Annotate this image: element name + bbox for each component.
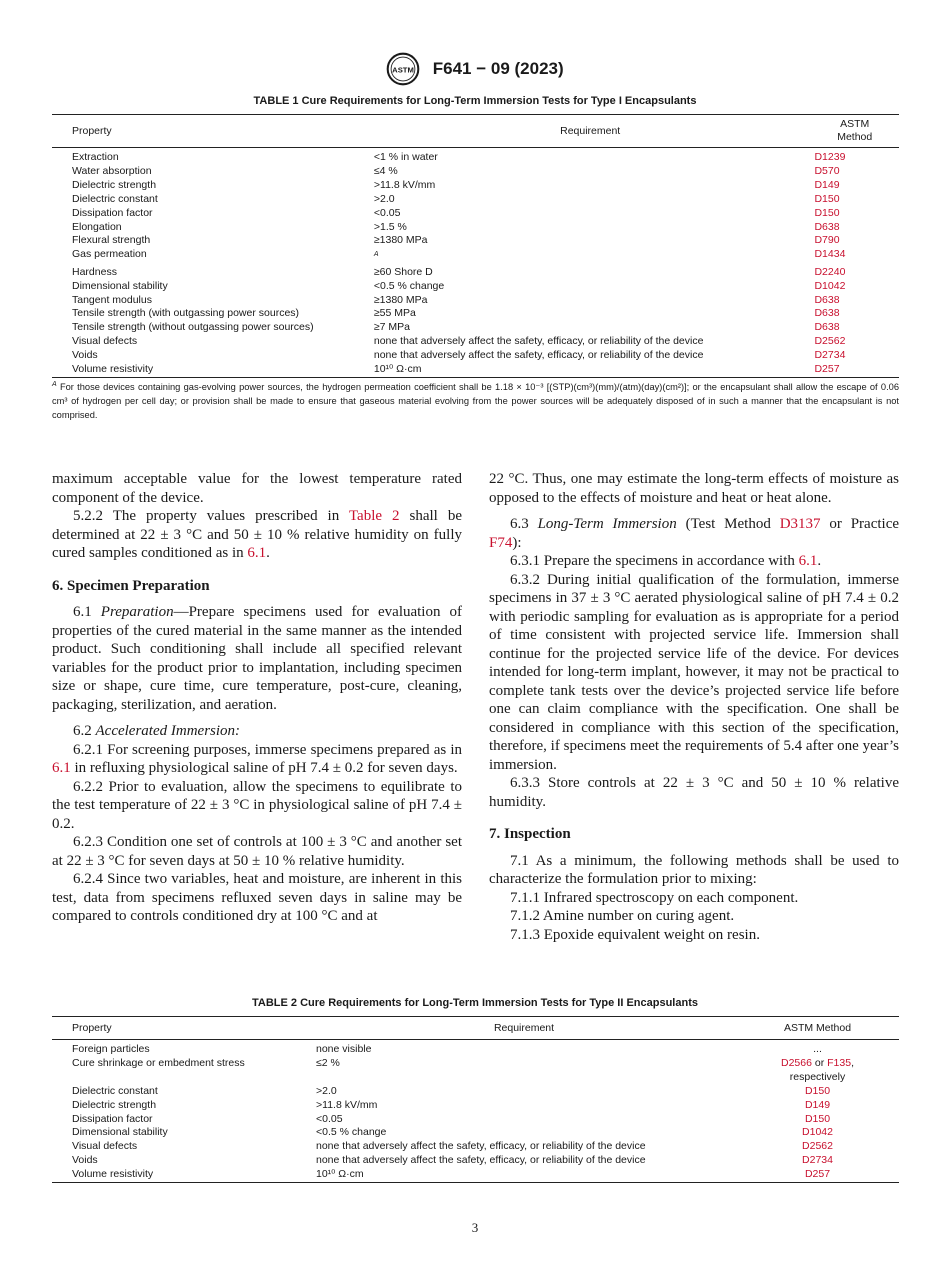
table-row (52, 307, 899, 321)
requirement-cell: 10¹⁰ Ω·cm (316, 1168, 364, 1181)
requirement-cell: ≥55 MPa (373, 307, 416, 320)
method-cell (736, 1126, 899, 1140)
astm-method-link[interactable]: D638 (814, 220, 840, 233)
table-row (52, 363, 899, 377)
text-run: 6.3.1 Prepare the specimens in accordance with (510, 553, 799, 569)
table2-body (52, 1040, 899, 1183)
table2-title: TABLE 2 Cure Requirements for Long-Term Immersion Tests for Type II Encapsulants (252, 997, 698, 1009)
table2-header-property: Property (72, 1022, 112, 1034)
requirement-cell: 10¹⁰ Ω·cm (373, 363, 422, 376)
property-cell: Dielectric strength (72, 178, 157, 191)
f74-link[interactable]: F74 (489, 534, 513, 551)
table-row (52, 165, 899, 179)
requirement-cell: <0.5 % change (373, 279, 445, 292)
table-row (52, 1085, 899, 1099)
table-row (52, 321, 899, 335)
table-row (52, 248, 899, 265)
method-cell (810, 321, 899, 335)
method-cell (810, 221, 899, 235)
property-cell: Dissipation factor (72, 1112, 153, 1125)
astm-method-link[interactable]: D150 (814, 206, 840, 219)
method-cell (810, 234, 899, 248)
property-cell: Cure shrinkage or embedment stress (72, 1056, 245, 1069)
text-run: 6.2 (73, 723, 96, 739)
method-cell (810, 349, 899, 363)
section-6-1-link[interactable]: 6.1 (52, 760, 71, 776)
text-run: or Practice (820, 516, 900, 532)
requirement-cell: none visible (316, 1043, 372, 1055)
subsection-title: Accelerated Immersion: (95, 723, 241, 739)
table2-header-method: ASTM Method (783, 1022, 852, 1034)
requirement-cell: >11.8 kV/mm (373, 178, 436, 191)
text-run: 5.2.2 The property values prescribed in (73, 508, 349, 524)
text-run: . (266, 545, 270, 561)
table-row (52, 1099, 899, 1113)
paragraph-continuation: 22 °C. Thus, one may estimate the long-term effects of moisture as opposed to the effects of moisture and heat or heat alone. (489, 471, 899, 506)
text-run: 6.3 (510, 516, 538, 532)
text-run: . (817, 553, 822, 569)
table1-header-method (810, 115, 899, 148)
paragraph-7-1: 7.1 As a minimum, the following methods shall be used to characterize the formulation prior to mixing: (489, 852, 899, 887)
property-cell: Foreign particles (72, 1043, 150, 1055)
requirement-cell: >2.0 (316, 1084, 337, 1097)
requirement-cell: <0.05 (373, 206, 401, 219)
method-cell (810, 193, 899, 207)
section-6-1-link[interactable]: 6.1 (247, 545, 267, 561)
table-row (52, 1040, 899, 1057)
method-cell (736, 1113, 899, 1127)
footnote-text: For those devices containing gas-evolving power sources, the hydrogen permeation coefficient shall be 1.18 × 10⁻³ [(STP)(cm³)(mm)/(atm)(day)(cm²)]; or the encapsulant shall allow the escape of 0.06 cm³ of hydrogen per cell day; or provision shall be made to ensure that gaseous material evolving from the power sources will be adequately disposed of in such a manner that the encapsulant is not comprised. (52, 382, 899, 421)
astm-method-link[interactable]: D790 (814, 234, 840, 247)
requirement-cell: <0.5 % change (316, 1126, 387, 1139)
astm-method-link[interactable]: D1042 (802, 1126, 833, 1139)
text-run: —Prepare specimens used for evaluation of properties of the cured material in the same manner as the intended product. Such conditioning shall include all specified relevant variables for the product prior to implantation, including specimen size or shape, cure time, cure temperature, post-cure, cleaning, packaging, sterilization, and aeration. (52, 604, 463, 713)
left-column (52, 470, 462, 926)
property-cell: Visual defects (72, 335, 138, 348)
method-cell (736, 1154, 899, 1168)
property-cell: Tensile strength (without outgassing power sources) (72, 321, 314, 334)
astm-method-link[interactable]: D257 (814, 363, 840, 376)
table1-footnote (52, 378, 899, 422)
paragraph-6-2-2: 6.2.2 Prior to evaluation, allow the specimens to equilibrate to the test temperature of 22 ± 3 °C in physiological saline of pH 7.4 ± 0.2. (52, 778, 462, 832)
table-row (52, 280, 899, 294)
standard-designation: F641 − 09 (2023) (432, 59, 564, 78)
method-cell (810, 266, 899, 280)
property-cell: Dimensional stability (72, 279, 168, 292)
property-cell: Dielectric strength (72, 1098, 157, 1111)
method-cell (810, 294, 899, 308)
astm-method-link[interactable]: D638 (814, 307, 840, 320)
text-run: in refluxing physiological saline of pH 7.4 ± 0.2 for seven days. (70, 760, 458, 776)
property-cell: Dielectric constant (72, 1084, 158, 1097)
property-cell: Dimensional stability (72, 1126, 168, 1139)
requirement-cell: ≤4 % (373, 164, 398, 177)
table-row (52, 207, 899, 221)
d3137-link[interactable]: D3137 (779, 516, 821, 532)
astm-method-link[interactable]: D150 (814, 192, 840, 205)
table-row (52, 1140, 899, 1154)
requirement-cell: none that adversely affect the safety, efficacy, or reliability of the device (373, 349, 704, 362)
table2-link[interactable]: Table 2 (348, 508, 400, 524)
astm-method-link[interactable]: D1434 (814, 248, 846, 261)
property-cell: Elongation (72, 220, 122, 233)
requirement-cell: ≥60 Shore D (373, 265, 433, 278)
method-cell (810, 335, 899, 349)
paragraph-6-2-3: 6.2.3 Condition one set of controls at 100 ± 3 °C and another set at 22 ± 3 °C for seven days at 50 ± 10 % relative humidity. (52, 834, 462, 869)
requirement-cell: >1.5 % (373, 220, 407, 233)
text-run: , (851, 1056, 854, 1069)
astm-method-link[interactable]: D638 (814, 293, 840, 306)
subsection-title: Preparation (100, 604, 174, 620)
method-cell (810, 363, 899, 377)
table-row (52, 1057, 899, 1085)
requirement-cell: none that adversely affect the safety, efficacy, or reliability of the device (373, 335, 704, 348)
table1-header-method-line1: ASTM (840, 118, 870, 130)
paragraph-6-2-4: 6.2.4 Since two variables, heat and moisture, are inherent in this test, data from specimens refluxed seven days in saline may be compared to controls conditioned dry at 100 °C and at (52, 871, 462, 924)
astm-method-link[interactable]: D2566 (781, 1056, 812, 1069)
requirement-cell: ≥1380 MPa (373, 234, 428, 247)
paragraph-6-1 (52, 603, 462, 714)
table-row (52, 179, 899, 193)
method-cell (810, 207, 899, 221)
astm-method-link[interactable]: D150 (804, 1084, 831, 1097)
astm-method-link[interactable]: D1042 (814, 279, 846, 292)
property-cell: Dissipation factor (72, 206, 153, 219)
astm-method-link[interactable]: F135 (827, 1056, 852, 1069)
method-cell (810, 179, 899, 193)
text-run: 6.2.1 For screening purposes, immerse specimens prepared as in (73, 741, 462, 758)
table-row (52, 335, 899, 349)
property-cell: Voids (72, 349, 98, 362)
table-row (52, 1113, 899, 1127)
table-row (52, 294, 899, 308)
method-cell: ... (813, 1043, 822, 1055)
table1-header-property: Property (72, 124, 112, 137)
text-run: ): (512, 534, 522, 551)
method-cell (736, 1085, 899, 1099)
paragraph-7-1-3: 7.1.3 Epoxide equivalent weight on resin. (510, 926, 760, 943)
requirement-cell: ≤2 % (316, 1056, 340, 1069)
table2-header-row (52, 1017, 899, 1040)
astm-method-link[interactable]: D2734 (802, 1154, 833, 1167)
table-row (52, 1168, 899, 1182)
table-row (52, 1154, 899, 1168)
astm-method-link[interactable]: D2562 (814, 335, 846, 348)
method-cell (810, 307, 899, 321)
paragraph-continuation: maximum acceptable value for the lowest temperature rated component of the device. (52, 471, 462, 506)
method-cell (810, 280, 899, 294)
paragraph-6-3 (489, 515, 899, 552)
paragraph-6-2-1 (52, 741, 462, 778)
property-cell: Dielectric constant (72, 192, 158, 205)
astm-method-link[interactable]: D2240 (814, 265, 846, 278)
text-run: 6.1 (73, 604, 101, 620)
method-cell (736, 1140, 899, 1154)
table-row (52, 234, 899, 248)
requirement-cell: none that adversely affect the safety, efficacy, or reliability of the device (316, 1154, 646, 1167)
text-run: (Test Method (676, 516, 780, 532)
page-number: 3 (471, 1220, 479, 1235)
table-row (52, 193, 899, 207)
property-cell: Voids (72, 1154, 98, 1167)
table-row (52, 349, 899, 363)
requirement-cell (370, 248, 811, 265)
requirement-cell: ≥1380 MPa (373, 293, 428, 306)
text-run: respectively (789, 1070, 846, 1083)
paragraph-7-1-2: 7.1.2 Amine number on curing agent. (510, 908, 735, 924)
property-cell: Extraction (72, 151, 119, 163)
astm-method-link[interactable]: D570 (814, 164, 840, 177)
paragraph-6-2 (52, 722, 462, 741)
method-cell (810, 148, 899, 165)
table2-header-requirement: Requirement (493, 1022, 555, 1034)
property-cell: Volume resistivity (72, 1168, 154, 1181)
paragraph-5-2-2 (52, 507, 462, 563)
table-row (52, 148, 899, 165)
table-row (52, 266, 899, 280)
table1 (52, 114, 899, 378)
astm-method-link[interactable]: D2734 (814, 349, 846, 362)
astm-method-link[interactable]: D150 (804, 1112, 831, 1125)
method-cell (810, 165, 899, 179)
table-row (52, 221, 899, 235)
footnote-ref: A (373, 251, 379, 259)
table-row (52, 1126, 899, 1140)
section-7-heading: 7. Inspection (489, 826, 571, 842)
requirement-cell: <0.05 (316, 1112, 343, 1125)
text-run: shall be determined at 22 ± 3 °C and 50 ± 10 % relative humidity on fully cured samples conditioned as in (52, 508, 462, 561)
section-6-1-link[interactable]: 6.1 (798, 553, 818, 569)
property-cell: Gas permeation (72, 248, 147, 261)
paragraph-6-3-1 (489, 552, 899, 571)
requirement-cell: >2.0 (373, 192, 395, 205)
paragraph-6-3-3: 6.3.3 Store controls at 22 ± 3 °C and 50 ± 10 % relative humidity. (489, 775, 899, 810)
requirement-cell: >11.8 kV/mm (316, 1098, 378, 1111)
method-cell (736, 1057, 899, 1085)
astm-method-link[interactable]: D149 (804, 1098, 831, 1111)
paragraph-7-1-1: 7.1.1 Infrared spectroscopy on each component. (510, 889, 799, 906)
footnote-marker: A (52, 381, 57, 388)
property-cell: Water absorption (72, 164, 152, 177)
astm-method-link[interactable]: D638 (814, 321, 840, 334)
property-cell: Tangent modulus (72, 293, 152, 306)
requirement-cell: ≥7 MPa (373, 321, 410, 334)
property-cell: Visual defects (72, 1140, 138, 1153)
property-cell: Hardness (72, 265, 117, 278)
method-cell (736, 1168, 899, 1182)
requirement-cell: none that adversely affect the safety, efficacy, or reliability of the device (316, 1140, 646, 1153)
table1-header-method-line2: Method (837, 131, 873, 143)
table1-header-requirement: Requirement (560, 124, 621, 137)
property-cell: Volume resistivity (72, 363, 154, 376)
astm-method-link[interactable]: D1239 (814, 151, 846, 163)
requirement-cell: <1 % in water (373, 151, 438, 163)
subsection-title: Long-Term Immersion (537, 516, 677, 532)
table1-body (52, 148, 899, 378)
astm-method-link[interactable]: D149 (814, 178, 840, 191)
page-header (0, 52, 950, 86)
right-column (489, 470, 899, 944)
section-6-heading: 6. Specimen Preparation (52, 577, 210, 594)
method-cell (736, 1099, 899, 1113)
table1-header-row (52, 115, 899, 148)
table1-title: TABLE 1 Cure Requirements for Long-Term Immersion Tests for Type I Encapsulants (253, 95, 697, 107)
astm-logo-icon (386, 52, 420, 86)
astm-method-link[interactable]: D257 (804, 1168, 831, 1181)
table2 (52, 1016, 899, 1183)
method-cell (810, 248, 899, 265)
property-cell: Tensile strength (with outgassing power sources) (72, 307, 300, 320)
text-run: or (811, 1056, 828, 1069)
logo-text: ASTM (392, 65, 415, 75)
property-cell: Flexural strength (72, 234, 151, 247)
astm-method-link[interactable]: D2562 (802, 1140, 833, 1153)
paragraph-6-3-2: 6.3.2 During initial qualification of the formulation, immerse specimens in 37 ± 3 °C aerated physiological saline of pH 7.4 ± 0.2 with periodic sampling for evaluation as is appropriate for a period of time consistent with projected service life. Immersion shall continue for the projected service life of the device. For devices intended for long-term implant, however, it may not be practical to complete tank tests over the device’s projected service life before one can claim compliance with the specification. One shall be considered in compliance with this section of the specification, therefore, if specimens meet the requirements of 5.4 after one year’s immersion. (489, 571, 899, 773)
